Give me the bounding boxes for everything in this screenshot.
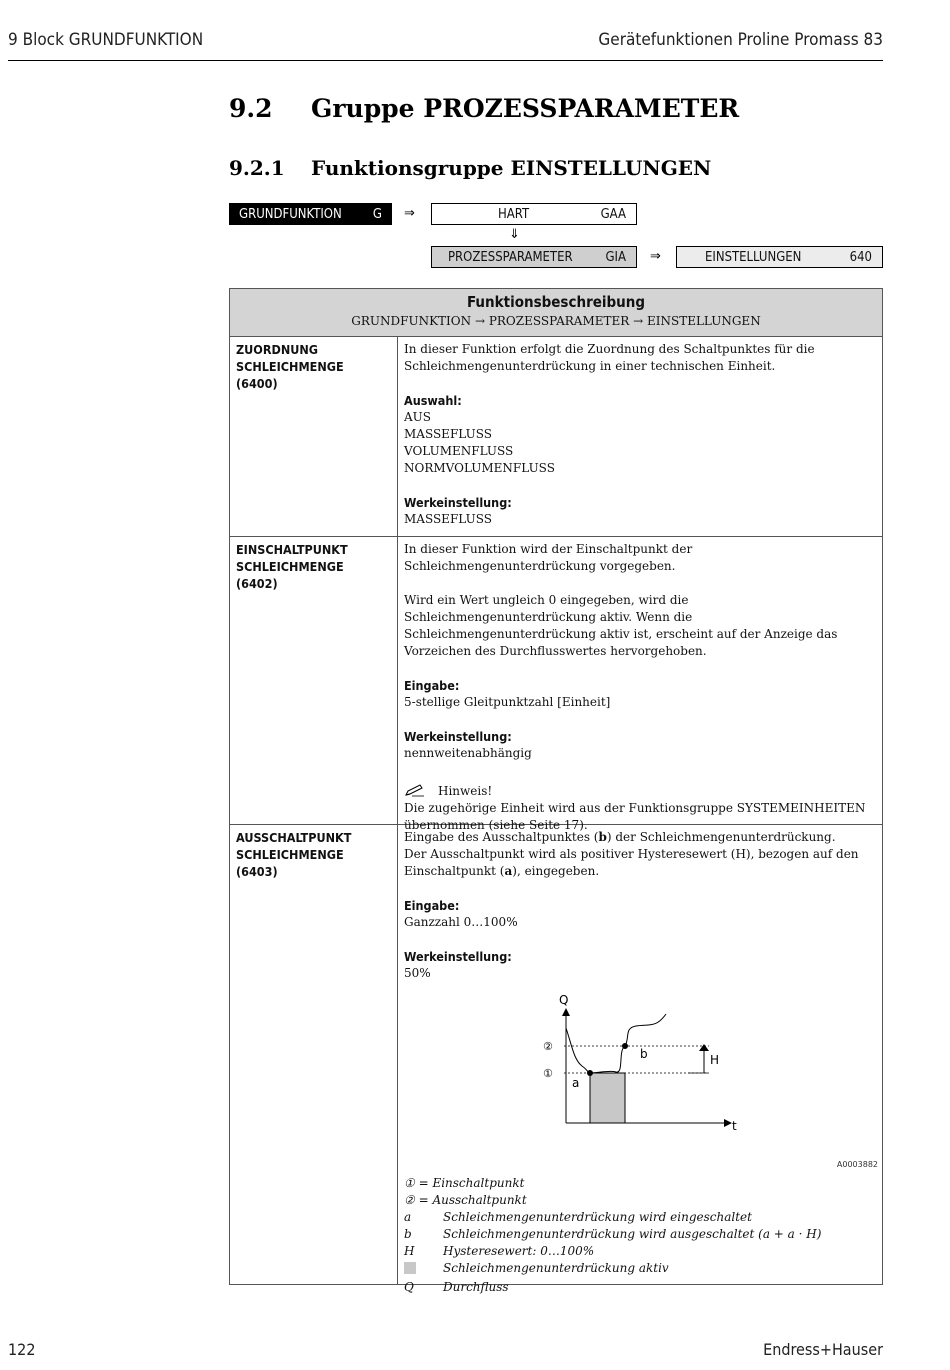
default-value: 50%: [404, 966, 431, 980]
option-item: MASSEFLUSS: [404, 427, 492, 441]
nav-code: 640: [849, 249, 872, 265]
input-value: 5-stellige Gleitpunktzahl [Einheit]: [404, 695, 611, 709]
label-t: t: [732, 1119, 737, 1133]
description-text: In dieser Funktion erfolgt die Zuordnung des Schaltpunktes für die Schleichmengenunterdrückung in einer technischen Einheit.: [404, 342, 815, 373]
label-h: H: [710, 1053, 720, 1067]
option-item: VOLUMENFLUSS: [404, 444, 514, 458]
function-code: (6403): [236, 864, 278, 879]
point-b: [622, 1043, 628, 1049]
nav-code: GAA: [600, 206, 626, 222]
option-item: NORMVOLUMENFLUSS: [404, 461, 555, 475]
table-title: Funktionsbeschreibung: [466, 293, 646, 311]
point-a: [587, 1070, 593, 1076]
table-header: [230, 289, 882, 337]
legend-item: H Hysteresewert: 0…100%: [404, 1244, 595, 1258]
default-label: Werkeinstellung:: [404, 495, 512, 510]
pencil-note-icon: [404, 783, 426, 797]
description-text: In dieser Funktion wird der Einschaltpunkt der Schleichmengenunterdrückung vorgegeben.: [404, 542, 693, 573]
nav-code: G: [372, 206, 382, 222]
legend-item: ① = Einschaltpunkt: [404, 1176, 525, 1190]
nav-box-hart: [431, 203, 637, 225]
nav-label: PROZESSPARAMETER: [448, 249, 573, 265]
default-label: Werkeinstellung:: [404, 949, 512, 964]
table-row: [230, 537, 882, 832]
note-heading: [404, 783, 876, 800]
nav-label: HART: [498, 206, 530, 222]
function-name-line: SCHLEICHMENGE: [236, 359, 344, 374]
mark-1: ①: [543, 1067, 553, 1080]
table-row: [230, 825, 882, 1294]
function-code: (6402): [236, 576, 278, 591]
default-label: Werkeinstellung:: [404, 729, 512, 744]
nav-box-prozessparameter: [431, 246, 637, 268]
input-value: Ganzzahl 0…100%: [404, 915, 518, 929]
section-heading: [229, 94, 739, 123]
input-label: Eingabe:: [404, 898, 460, 913]
note-text: Die zugehörige Einheit wird aus der Funktionsgruppe SYSTEMEINHEITEN übernommen (siehe Seite 17).: [404, 801, 866, 832]
nav-box-einstellungen: [676, 246, 883, 268]
function-name-line: SCHLEICHMENGE: [236, 847, 344, 862]
brand-name: Endress+Hauser: [763, 1340, 883, 1359]
label-a: a: [572, 1076, 580, 1090]
legend-item: Schleichmengenunterdrückung aktiv: [404, 1260, 878, 1279]
table-path: GRUNDFUNKTION → PROZESSPARAMETER → EINSTELLUNGEN: [351, 314, 761, 328]
option-item: AUS: [404, 410, 431, 424]
flow-curve: [566, 1014, 666, 1073]
function-name: [230, 337, 398, 536]
function-name-line: SCHLEICHMENGE: [236, 559, 344, 574]
nav-box-grundfunktion: [229, 203, 392, 225]
active-area-fill: [590, 1073, 625, 1123]
running-header-right: Gerätefunktionen Proline Promass 83: [598, 30, 883, 50]
description-text: Wird ein Wert ungleich 0 eingegeben, wird die Schleichmengenunterdrückung aktiv. Wenn die Schleichmengenunterdrückung aktiv ist, erscheint auf der Anzeige das Vorzeichen des Durchflusswertes hervorgehoben.: [404, 593, 838, 658]
subsection-title: Funktionsgruppe EINSTELLUNGEN: [311, 156, 712, 180]
function-code: (6400): [236, 376, 278, 391]
section-number: 9.2: [229, 94, 273, 123]
function-name: [230, 537, 398, 824]
subsection-number: 9.2.1: [229, 156, 285, 180]
nav-label: EINSTELLUNGEN: [705, 249, 802, 265]
table-row: [230, 337, 882, 537]
mark-2: ②: [543, 1040, 553, 1053]
section-title: Gruppe PROZESSPARAMETER: [311, 94, 740, 123]
function-description: [398, 825, 884, 1294]
label-q: Q: [559, 993, 569, 1007]
subsection-heading: [229, 156, 711, 180]
grey-swatch-icon: [404, 1262, 416, 1274]
function-name-line: AUSSCHALTPUNKT: [236, 830, 352, 845]
function-name-line: ZUORDNUNG: [236, 342, 319, 357]
select-label: Auswahl:: [404, 393, 462, 408]
header-rule: [8, 60, 883, 61]
description-text: Der Ausschaltpunkt wird als positiver Hysteresewert (H), bezogen auf den Einschaltpunkt (a), eingegeben.: [404, 847, 859, 878]
function-description: [398, 537, 882, 832]
nav-code: GIA: [605, 249, 626, 265]
nav-arrow-down-icon: ⇓: [509, 227, 520, 242]
legend-item: ② = Ausschaltpunkt: [404, 1193, 527, 1207]
page-number: 122: [8, 1340, 36, 1359]
figure-id: A0003882: [836, 1160, 878, 1169]
running-header-left: 9 Block GRUNDFUNKTION: [8, 30, 204, 50]
default-value: MASSEFLUSS: [404, 512, 492, 526]
function-name: [230, 825, 398, 1284]
input-label: Eingabe:: [404, 678, 460, 693]
nav-arrow-right-icon: ⇒: [404, 206, 415, 221]
legend-item: Q Durchfluss: [404, 1280, 509, 1294]
legend-item: b Schleichmengenunterdrückung wird ausgeschaltet (a + a · H): [404, 1227, 822, 1241]
label-b: b: [640, 1047, 648, 1061]
note-label: Hinweis!: [438, 784, 493, 798]
hysteresis-diagram: [404, 988, 878, 1158]
function-name-line: EINSCHALTPUNKT: [236, 542, 348, 557]
legend-item: a Schleichmengenunterdrückung wird eingeschaltet: [404, 1210, 752, 1224]
description-text: Eingabe des Ausschaltpunktes (b) der Schleichmengenunterdrückung.: [404, 830, 836, 844]
nav-arrow-right-icon: ⇒: [650, 249, 661, 264]
function-table: [229, 288, 883, 1294]
nav-label: GRUNDFUNKTION: [239, 206, 342, 222]
function-description: [398, 337, 882, 536]
default-value: nennweitenabhängig: [404, 746, 532, 760]
